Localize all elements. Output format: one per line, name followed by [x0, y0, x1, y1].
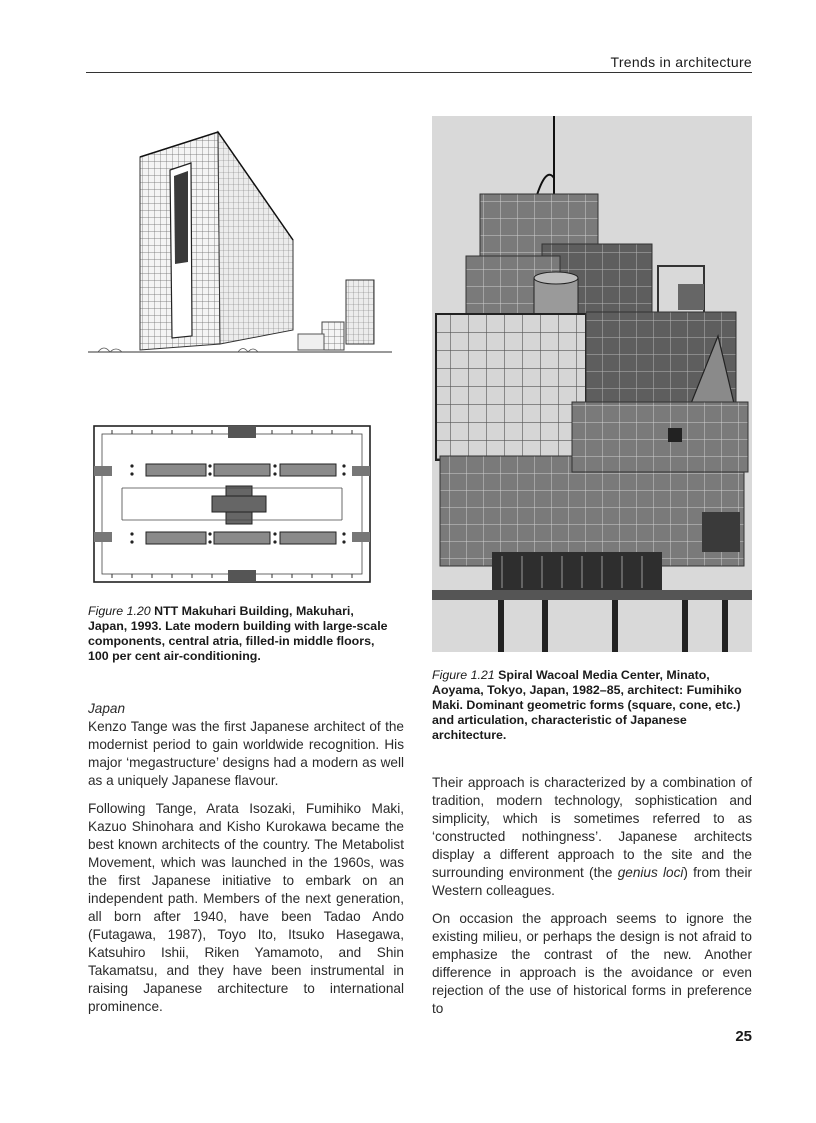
- figure-1-21-caption-text: Spiral Wacoal Media Center, Minato, Aoyama, Tokyo, Japan, 1982–85, architect: Fumihiko Maki. Dominant geometric forms (square, cone, etc.) and articulation, characteristic of Japanese architecture.: [432, 668, 742, 742]
- figure-1-21-number: Figure 1.21: [432, 668, 495, 682]
- section-heading-japan: Japan: [88, 701, 126, 716]
- right-paragraph-2: On occasion the approach seems to ignore the existing milieu, or perhaps the design is not afraid to emphasize the contrast of the new. Another difference in approach is the avoidance or even rejection of the use of historical forms in preference to: [432, 911, 752, 1016]
- right-paragraph-1-start: Their approach is characterized by a combination of tradition, modern technology, sophistication and simplicity, which is sometimes referred to as ‘constructed nothingness’. Japanese architects display a different approach to the site and the surrounding environment (the: [432, 775, 752, 880]
- figure-1-21-caption: [432, 668, 752, 743]
- right-column: [432, 774, 752, 1028]
- page-number: 25: [735, 1028, 752, 1045]
- figure-1-21-photo: [432, 116, 752, 652]
- right-paragraph-1-end: ) from their Western colleagues.: [432, 865, 752, 898]
- genius-loci-term: genius loci: [617, 865, 684, 880]
- running-head: Trends in architecture: [610, 54, 752, 70]
- left-column: [88, 700, 404, 1026]
- left-paragraph-2: Following Tange, Arata Isozaki, Fumihiko Maki, Kazuo Shinohara and Kisho Kurokawa became the best known architects of the country. The Metabolist Movement, which was launched in the 1960s, was the first Japanese initiative to embark on an independent path. Members of the next generation, all born after 1940, have been Tadao Ando (Futagawa, 1987), Toyo Ito, Itsuko Hasegawa, Katsuhiro Ishii, Riken Yamamoto, and Shin Takamatsu, and they have been instrumental in raising Japanese architecture to international prominence.: [88, 801, 404, 1014]
- header-rule: [86, 72, 752, 73]
- figure-1-20-perspective: [88, 112, 392, 364]
- figure-1-20-plan: [92, 424, 372, 584]
- figure-1-20-caption-text: NTT Makuhari Building, Makuhari, Japan, 1993. Late modern building with large-scale components, central atria, filled-in middle floors, 100 per cent air-conditioning.: [88, 604, 388, 663]
- left-paragraph-1: Kenzo Tange was the first Japanese architect of the modernist period to gain worldwide recognition. His major ‘megastructure’ designs had a modern as well as a uniquely Japanese flavour.: [88, 719, 404, 788]
- figure-1-20-caption: [88, 604, 392, 664]
- right-paragraph-1: [432, 774, 752, 900]
- figure-1-20-number: Figure 1.20: [88, 604, 151, 618]
